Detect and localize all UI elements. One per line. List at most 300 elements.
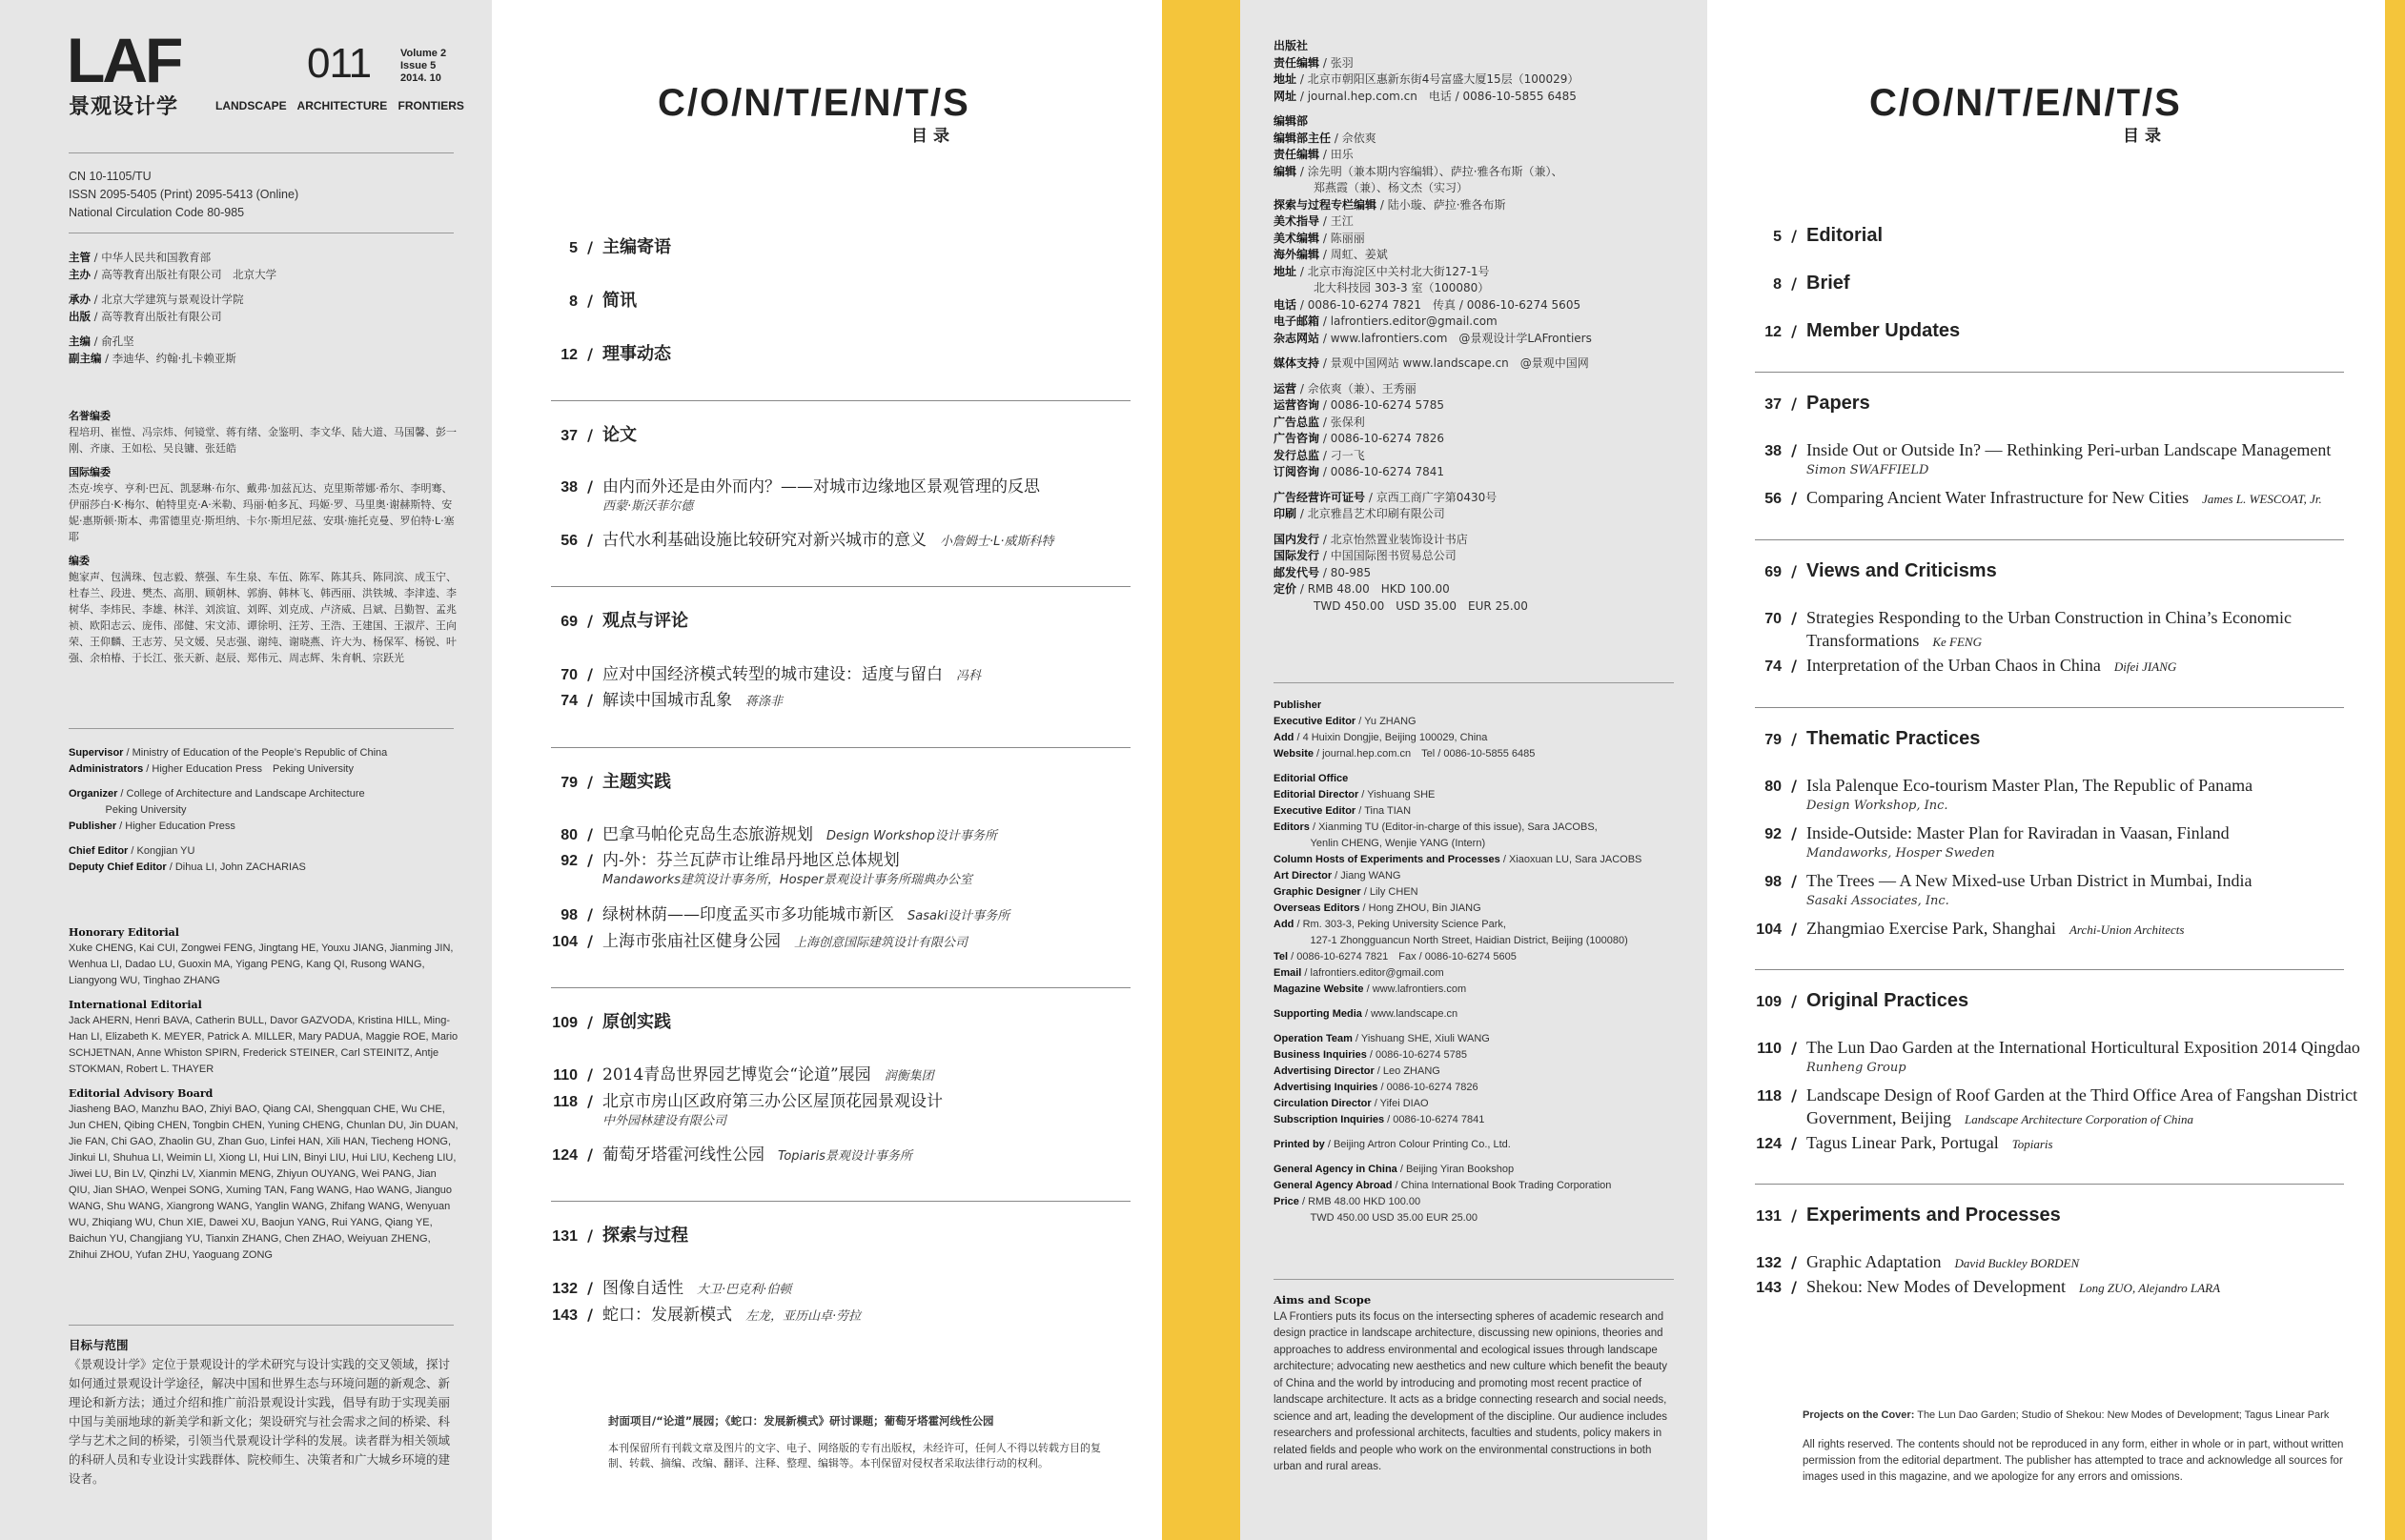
credit-line (1274, 771, 1693, 787)
credit-label: Administrators (69, 763, 144, 775)
credit-line (1274, 431, 1693, 448)
toc-section-row (1736, 728, 1980, 750)
credit-line (1274, 1080, 1693, 1096)
credit-value: Beijing Artron Colour Printing Co., Ltd. (1333, 1139, 1511, 1150)
article-title: The Lun Dao Garden at the International Horticultural Exposition 2014 Qingdao (1806, 1038, 2360, 1057)
credit-value: 高等教育出版社有限公司 (101, 309, 222, 323)
article-title: Shekou: New Modes of Development (1806, 1277, 2066, 1296)
slash: / (1791, 992, 1797, 1010)
separator: / (1319, 448, 1331, 462)
credit-value: 王江 (1330, 214, 1354, 228)
credit-line (1274, 714, 1693, 730)
credit-value: Higher Education Press Peking University (152, 763, 354, 775)
slash: / (1791, 824, 1797, 842)
article-author: Sasaki Associates, Inc. (1806, 894, 1949, 908)
slash: / (587, 773, 593, 791)
credit-value: 郑燕霞（兼）、杨文杰（实习） (1314, 181, 1469, 194)
credit-value: 0086-10-6274 7821 传真 / 0086-10-6274 5605 (1307, 297, 1581, 312)
toc-section-row (1736, 990, 1968, 1012)
section-divider (1755, 969, 2344, 970)
article-title: Inside-Outside: Master Plan for Raviradan in Vaasan, Finland (1806, 823, 2230, 842)
credit-label: 订阅咨询 (1274, 465, 1320, 478)
credit-label: 广告经营许可证号 (1274, 490, 1366, 504)
credit-label: Printed by (1274, 1139, 1325, 1150)
credit-label: Publisher (1274, 699, 1322, 711)
credit-label: 美术编辑 (1274, 231, 1320, 245)
toc-entry-row (1736, 656, 2176, 676)
toc-entry-row (1736, 1252, 2079, 1272)
credit-line (1274, 1162, 1693, 1178)
intl-en: Jack AHERN, Henri BAVA, Catherin BULL, Davor GAZVODA, Kristina HILL, Ming-Han LI, Elizabeth K. MEYER, Patrick A. MILLER, Mary PADUA, Maggie ROE, Mario SCHJETNAN, Anne Whiston SPIRN, Frederick STEINER, Carl STEINITZ, Antje STOKMAN, Robert L. THAYER (69, 1015, 459, 1075)
imprint-group (1274, 355, 1693, 373)
credit-line (1274, 1096, 1693, 1112)
separator: / (1309, 821, 1319, 833)
separator: / (1319, 148, 1331, 161)
credit-line (1274, 180, 1693, 197)
credit-label: Advertising Inquiries (1274, 1082, 1378, 1093)
credit-line (1274, 548, 1693, 565)
article-author: Topiaris景观设计事务所 (778, 1149, 912, 1164)
credit-value: journal.hep.com.cn 电话 / 0086-10-5855 6485 (1307, 89, 1577, 103)
credit-label: Executive Editor (1274, 805, 1356, 817)
credit-label: 探索与过程专栏编辑 (1274, 197, 1377, 212)
credit-label: Graphic Designer (1274, 886, 1361, 898)
credit-value: 0086-10-6274 5785 (1375, 1049, 1468, 1061)
credit-value: 0086-10-6274 7841 (1330, 465, 1445, 478)
credit-line (1274, 213, 1693, 231)
toc-entry-row (532, 473, 1040, 496)
registration-info (69, 168, 298, 222)
credit-value: College of Architecture and Landscape Architecture (126, 788, 365, 800)
credit-label: Operation Team (1274, 1033, 1353, 1044)
toc-entry-row (1736, 919, 2184, 939)
separator: / (1392, 1180, 1401, 1191)
toc-entry-row (1736, 1133, 2053, 1153)
credit-value: 佘依爽（兼）、王秀丽 (1307, 381, 1417, 395)
rights-en: All rights reserved. The contents should not be reproduced in any form, either in whole or in part, without written permission from the editorial department. The publisher has attempted to trace and acknowledge all sources for images used in this magazine, and we apologize for any errors and omissions. (1803, 1439, 2344, 1483)
separator: / (1355, 805, 1365, 817)
credit-label: Price (1274, 1196, 1299, 1207)
toc-section-row (532, 421, 637, 446)
section-title: Thematic Practices (1806, 728, 1981, 749)
credit-line (1274, 197, 1693, 214)
section-divider (1755, 707, 2344, 708)
credit-line (1274, 55, 1693, 72)
slash: / (587, 691, 593, 709)
page-number: 37 (1764, 396, 1782, 413)
page-number: 79 (560, 775, 578, 791)
page-number: 56 (1764, 491, 1782, 507)
imprint-group (1274, 698, 1693, 762)
toc-entry-row (1736, 488, 2322, 508)
slash: / (1791, 657, 1797, 675)
section-divider (551, 987, 1131, 988)
aims-en-text: LA Frontiers puts its focus on the intersecting spheres of academic research and design practice in landscape architecture, discussing new opinions, theories and approaches to address environmental and ecological issues through landscape architecture; advocating new aesthetics and new culture which benefit the beauty of China and the world by introducing and promoting most recent practice of landscape architecture. It acts as a bridge connecting research and social needs, science and art, leading the development of the discipline. Our audience includes researchers and professional architects, faculties and students, policy makers in related fields and people who work on the environmental constructions in both urban and rural areas. (1274, 1310, 1667, 1472)
separator: / (1319, 55, 1331, 70)
section-divider (551, 747, 1131, 748)
credit-label: Add (1274, 919, 1294, 930)
separator: / (1296, 264, 1308, 278)
article-author: Ke FENG (1932, 635, 1982, 649)
toc-entry-row-cont (1806, 1108, 2193, 1128)
separator: / (91, 267, 102, 281)
credit-label: Deputy Chief Editor (69, 861, 167, 873)
credit-line (69, 819, 459, 835)
credit-value: www.lafrontiers.com (1372, 983, 1467, 995)
credit-label: 主办 (69, 267, 91, 281)
page-number: 143 (552, 1307, 578, 1324)
separator: / (1296, 381, 1308, 395)
section-divider (1755, 539, 2344, 540)
article-title: Zhangmiao Exercise Park, Shanghai (1806, 919, 2056, 938)
separator: / (1384, 1114, 1394, 1125)
page-number: 69 (560, 614, 578, 630)
article-title: Isla Palenque Eco-tourism Master Plan, The Republic of Panama (1806, 776, 2253, 795)
credit-label: 地址 (1274, 72, 1297, 86)
aims-en-title: Aims and Scope (1274, 1293, 1372, 1307)
credit-label: 责任编辑 (1274, 148, 1320, 161)
article-author: 上海创意国际建筑设计有限公司 (794, 936, 968, 950)
credit-line (1274, 1137, 1693, 1153)
article-author: Sasaki设计事务所 (907, 909, 1010, 923)
page-number: 5 (1773, 229, 1782, 245)
credit-value: 北京大学建筑与景观设计学院 (101, 293, 244, 306)
credit-label: 主管 (69, 251, 91, 264)
credit-line (1274, 71, 1693, 89)
page-number: 132 (552, 1281, 578, 1297)
separator: / (1319, 532, 1331, 546)
separator: / (1294, 732, 1303, 743)
imprint-group (1274, 1162, 1693, 1226)
cover-note-en (1803, 1408, 2374, 1423)
article-author: Runheng Group (1806, 1061, 1906, 1075)
credit-line (1274, 803, 1693, 820)
imprint-group (1274, 38, 1693, 105)
credit-line (1274, 1006, 1693, 1023)
page-number: 74 (1764, 659, 1782, 675)
credit-line (69, 250, 459, 267)
issue: Issue 5 (400, 60, 437, 71)
credit-label: 邮发代号 (1274, 565, 1320, 579)
separator: / (1296, 89, 1308, 103)
slash: / (1791, 562, 1797, 580)
page-number: 80 (560, 827, 578, 843)
slash: / (1791, 920, 1797, 938)
article-author: Mandaworks, Hosper Sweden (1806, 846, 1995, 861)
slash: / (587, 1013, 593, 1031)
credit-value: www.lafrontiers.com @景观设计学LAFrontiers (1330, 331, 1592, 345)
separator: / (1366, 1049, 1376, 1061)
page-number: 12 (560, 347, 578, 363)
credit-label: Editorial Office (1274, 773, 1349, 784)
slash: / (587, 426, 593, 444)
separator: / (1319, 214, 1331, 228)
credit-value: Higher Education Press (125, 821, 235, 832)
credit-value: 陆小璇、萨拉·雅各布斯 (1387, 197, 1506, 212)
credit-label: Column Hosts of Experiments and Processes (1274, 854, 1500, 865)
credit-line (1274, 448, 1693, 465)
separator: / (116, 821, 126, 832)
credit-label: 编辑部主任 (1274, 131, 1332, 145)
toc-section-row (532, 607, 688, 632)
separator: / (91, 334, 102, 348)
credit-line (1274, 297, 1693, 314)
article-title: Strategies Responding to the Urban Construction in China’s Economic (1806, 608, 2292, 627)
toc-entry-row (532, 1301, 861, 1325)
credit-value: Rm. 303-3, Peking University Science Park, (1302, 919, 1506, 930)
page-number: 92 (560, 853, 578, 869)
credit-value: lafrontiers.editor@gmail.com (1310, 967, 1444, 979)
credit-label: 美术指导 (1274, 214, 1320, 228)
section-title: 原创实践 (602, 1012, 671, 1032)
article-author: James L. WESCOAT, Jr. (2202, 492, 2322, 506)
article-author: Design Workshop设计事务所 (826, 829, 997, 843)
toc-section-row (1736, 225, 1883, 247)
separator: / (1396, 1164, 1406, 1175)
slash: / (587, 612, 593, 630)
credit-line (1274, 868, 1693, 884)
credit-label: Tel (1274, 951, 1289, 962)
slash: / (587, 825, 593, 843)
credit-line (1274, 397, 1693, 415)
article-title: 巴拿马帕伦克岛生态旅游规划 (602, 825, 813, 844)
separator: / (1371, 1098, 1380, 1109)
slash: / (587, 345, 593, 363)
page-number: 37 (560, 428, 578, 444)
credit-value: Ministry of Education of the People’s Republic of China (132, 747, 388, 759)
credit-label: 出版社 (1274, 39, 1309, 52)
section-title: 理事动态 (602, 344, 671, 364)
separator: / (1365, 490, 1376, 504)
credit-value: 李迪华、约翰·扎卡赖亚斯 (112, 351, 236, 365)
credit-label: 编辑 (1274, 164, 1297, 178)
credit-value: Tina TIAN (1364, 805, 1412, 817)
page-number: 124 (552, 1147, 578, 1164)
imprint-group (1274, 1006, 1693, 1023)
page-number: 143 (1756, 1280, 1782, 1296)
article-author: Landscape Architecture Corporation of China (1964, 1112, 2193, 1126)
page-number: 74 (560, 693, 578, 709)
credit-label: Overseas Editors (1274, 902, 1360, 914)
article-author: 左龙，亚历山卓·劳拉 (745, 1309, 862, 1324)
separator: / (1363, 983, 1373, 995)
credit-line (1274, 89, 1693, 106)
separator: / (117, 788, 127, 800)
credit-value: RMB 48.00 HKD 100.00 (1308, 1196, 1421, 1207)
article-title: 古代水利基础设施比较研究对新兴城市的意义 (602, 531, 927, 550)
credit-value: 80-985 (1330, 565, 1372, 579)
credit-line (1274, 565, 1693, 582)
separator: / (1296, 164, 1308, 178)
credit-line (69, 351, 459, 368)
separator: / (1296, 72, 1308, 86)
page-number: 109 (552, 1015, 578, 1031)
credit-value: 北京市朝阳区惠新东街4号富盛大厦15层（100029） (1307, 72, 1580, 86)
separator: / (1319, 356, 1331, 370)
page-number: 124 (1756, 1136, 1782, 1152)
credit-label: Editors (1274, 821, 1310, 833)
credit-value: 高等教育出版社有限公司 北京大学 (101, 267, 277, 281)
page-number: 8 (569, 294, 578, 310)
credit-label: Organizer (69, 788, 118, 800)
national-code: National Circulation Code 80-985 (69, 206, 245, 219)
section-title: 简讯 (602, 291, 637, 311)
contents-title: C/O/N/T/E/N/T/S (658, 82, 970, 124)
credit-value: lafrontiers.editor@gmail.com (1330, 314, 1498, 328)
credit-value: Hong ZHOU, Bin JIANG (1368, 902, 1481, 914)
slash: / (1791, 1206, 1797, 1225)
separator: / (1319, 465, 1331, 478)
article-title: 解读中国城市乱象 (602, 691, 732, 710)
credit-line (69, 309, 459, 326)
toc-section-row (532, 340, 671, 365)
article-title: 图像自适性 (602, 1279, 683, 1298)
credit-label: Advertising Director (1274, 1065, 1375, 1077)
credit-label: Business Inquiries (1274, 1049, 1367, 1061)
separator: / (1319, 398, 1331, 412)
toc-section-row (532, 233, 671, 258)
slash: / (1791, 1086, 1797, 1104)
credit-line (1274, 1064, 1693, 1080)
separator: / (1296, 297, 1308, 312)
divider (1274, 1279, 1674, 1280)
article-title: The Trees — A New Mixed-use Urban District in Mumbai, India (1806, 871, 2252, 890)
volume-info (400, 48, 446, 85)
separator: / (1499, 854, 1509, 865)
credit-line (1274, 247, 1693, 264)
toc-chinese-column (492, 0, 1162, 1540)
credit-line (1274, 280, 1693, 297)
separator: / (1319, 565, 1331, 579)
contents-subtitle: 目录 (911, 127, 955, 146)
separator: / (1377, 1082, 1387, 1093)
article-title: Graphic Adaptation (1806, 1252, 1942, 1271)
credit-label: 运营咨询 (1274, 398, 1320, 412)
credit-line (1274, 698, 1693, 714)
imprint-group (1274, 532, 1693, 616)
credit-line (1274, 381, 1693, 398)
page-number: 8 (1773, 276, 1782, 293)
separator: / (1296, 582, 1308, 596)
toc-entry-row (1736, 1038, 2360, 1058)
page-number: 38 (560, 479, 578, 496)
cover-label: Projects on the Cover: (1803, 1409, 1915, 1421)
toc-entry-row (1736, 608, 2292, 628)
journal-subtitle: LANDSCAPE ARCHITECTURE FRONTIERS (215, 99, 464, 112)
credit-value: journal.hep.com.cn Tel / 0086-10-5855 6485 (1322, 748, 1536, 760)
section-divider (1755, 372, 2344, 373)
slash: / (1791, 274, 1797, 293)
article-title: 内-外：芬兰瓦萨市让维昂丹地区总体规划 (602, 851, 900, 870)
honorary-cn-title: 名誉编委 (69, 410, 111, 422)
separator: / (1361, 1008, 1372, 1020)
article-title: Interpretation of the Urban Chaos in China (1806, 656, 2101, 675)
chinese-credits (69, 250, 459, 367)
separator: / (1319, 314, 1331, 328)
credit-line (1274, 949, 1693, 965)
separator: / (1319, 331, 1331, 345)
credit-line (1274, 38, 1693, 55)
slash: / (587, 1279, 593, 1297)
credit-value: Xiaoxuan LU, Sara JACOBS (1508, 854, 1642, 865)
separator: / (1298, 1196, 1309, 1207)
slash: / (587, 851, 593, 869)
separator: / (1359, 902, 1369, 914)
credit-line (1274, 965, 1693, 982)
slash: / (587, 1065, 593, 1084)
separator: / (1355, 716, 1365, 727)
imprint-group (1274, 381, 1693, 481)
toc-section-row (532, 1222, 688, 1246)
page-number: 5 (569, 240, 578, 256)
slash: / (1791, 489, 1797, 507)
section-title: 探索与过程 (602, 1226, 688, 1246)
page-number: 118 (553, 1094, 578, 1110)
copyright-cn: 本刊保留所有刊载文章及图片的文字、电子、网络版的专有出版权，未经许可，任何人不得以转载方目的复制、转载、摘编、改编、翻译、注释、整理、编辑等。本刊保留对侵权者采取法律行动的权利。 (608, 1442, 1101, 1469)
credit-value: 0086-10-6274 5785 (1330, 398, 1445, 412)
credit-label: Art Director (1274, 870, 1333, 881)
credit-line (1274, 1047, 1693, 1064)
slash: / (587, 1145, 593, 1164)
section-title: 观点与评论 (602, 611, 688, 631)
credit-label: 地址 (1274, 264, 1297, 278)
section-title: Papers (1806, 393, 1870, 414)
slash: / (1791, 1134, 1797, 1152)
credit-value: 张羽 (1330, 55, 1354, 70)
divider (1274, 682, 1674, 683)
slash: / (1791, 730, 1797, 748)
article-title: 上海市张庙社区健身公园 (602, 932, 781, 951)
credit-value: 涂先明（兼本期内容编辑）、萨拉·雅各布斯（兼）、 (1307, 164, 1563, 178)
article-author: 西蒙·斯沃菲尔德 (602, 499, 694, 514)
toc-entry-row (532, 686, 783, 710)
credit-line (1274, 113, 1693, 131)
credit-label: 杂志网站 (1274, 331, 1320, 345)
yellow-gutter (1162, 0, 1240, 1540)
separator: / (143, 763, 153, 775)
toc-entry-row (532, 526, 1054, 550)
credit-label: 网址 (1274, 89, 1297, 103)
separator: / (1319, 415, 1331, 429)
credit-value: www.landscape.cn (1371, 1008, 1458, 1020)
separator: / (1374, 1065, 1383, 1077)
intl-cn: 杰克·埃亨、亨利·巴瓦、凯瑟琳·布尔、戴弗·加兹瓦达、克里斯蒂娜·希尔、李明骞、伊丽莎白·K·梅尔、帕特里克·A·米勒、玛丽·帕多瓦、玛姬·罗、马里奥·谢赫斯特、安妮·惠斯顿·斯本、弗雷德里克·斯坦纳、卡尔·斯坦尼兹、安琪·施托克曼、罗伯特·L·塞耶 (69, 482, 455, 543)
page-number: 38 (1764, 443, 1782, 459)
credit-line (1274, 820, 1693, 836)
separator: / (123, 747, 132, 759)
issue-date: 2014. 10 (400, 72, 441, 84)
credit-line (69, 761, 459, 778)
aims-cn-title: 目标与范围 (69, 1338, 129, 1352)
cn-number: CN 10-1105/TU (69, 170, 152, 183)
separator: / (1319, 248, 1331, 261)
intl-en-title: International Editorial (69, 999, 202, 1011)
credit-value: Yishuang SHE (1367, 789, 1436, 800)
article-author: Topiaris (2011, 1137, 2053, 1151)
divider (69, 1325, 454, 1326)
credit-label: Circulation Director (1274, 1098, 1372, 1109)
section-divider (551, 400, 1131, 401)
toc-entry-row (1736, 871, 2252, 891)
article-author: 润衡集团 (884, 1069, 934, 1084)
credit-line (1274, 314, 1693, 331)
article-title: Tagus Linear Park, Portugal (1806, 1133, 1999, 1152)
article-title: 葡萄牙塔霍河线性公园 (602, 1145, 764, 1165)
credit-line (69, 745, 459, 761)
volume: Volume 2 (400, 48, 447, 59)
slash: / (587, 665, 593, 683)
page-number: 118 (1757, 1088, 1782, 1104)
